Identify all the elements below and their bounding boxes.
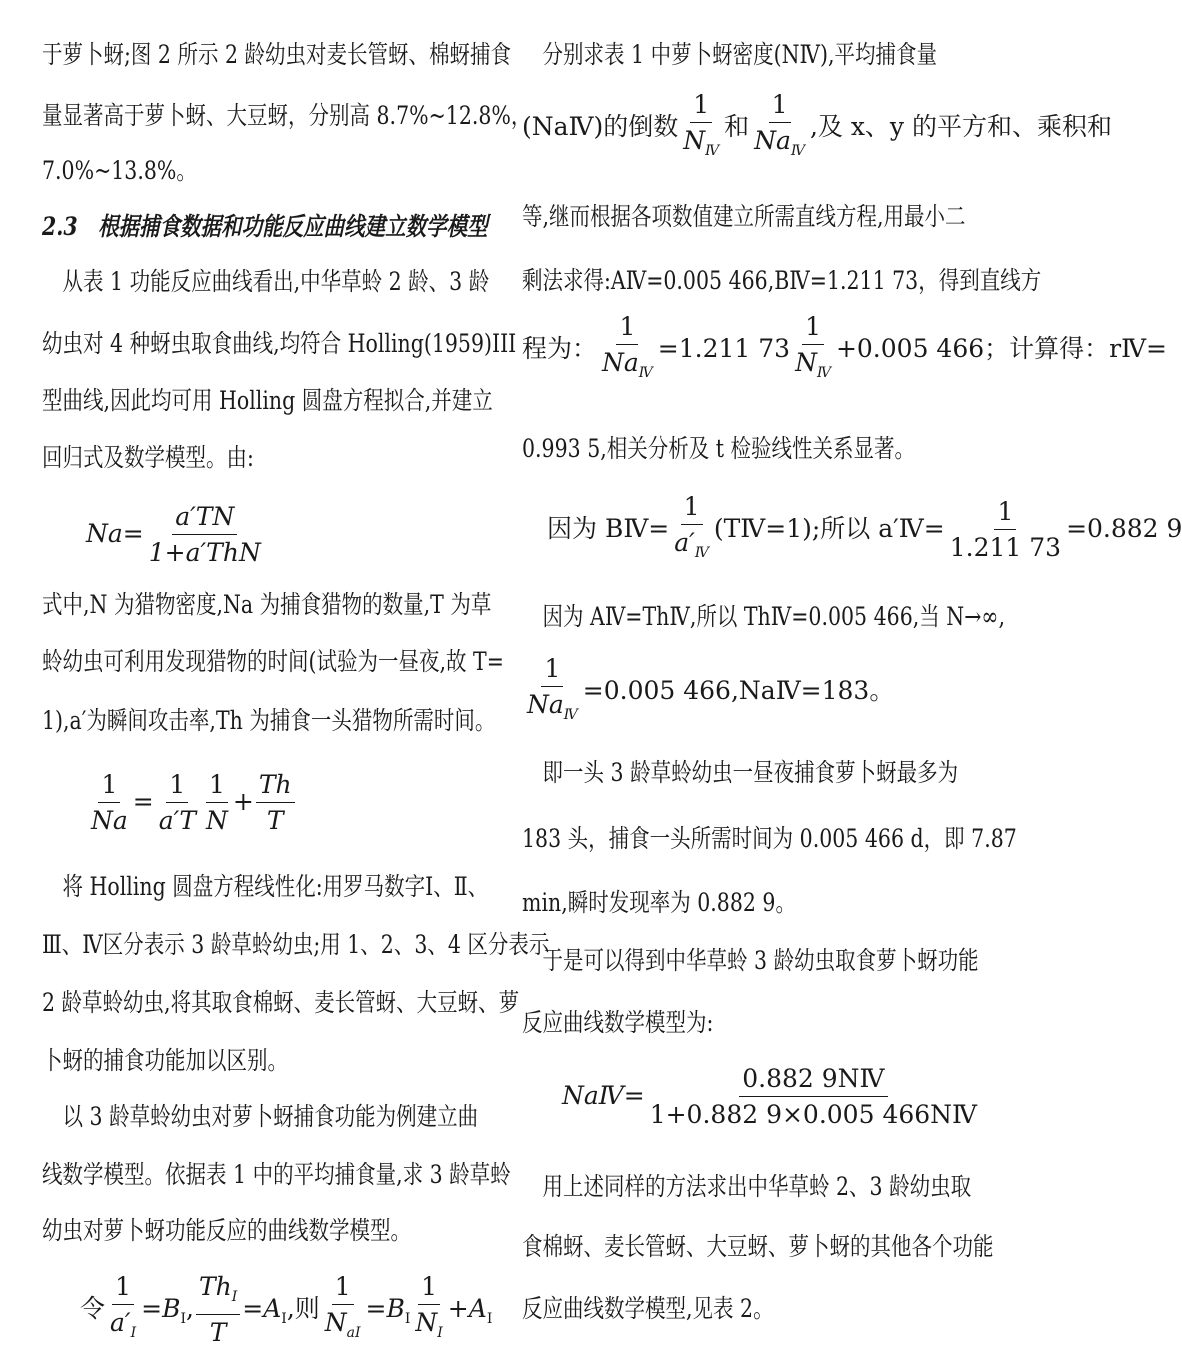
section-heading: 2.3 根据捕食数据和功能反应曲线建立数学模型 <box>42 212 488 241</box>
text-line: 幼虫对萝卜蚜功能反应的曲线数学模型。 <box>42 1216 412 1245</box>
text-line: 将 Holling 圆盘方程线性化:用罗马数字Ⅰ、Ⅱ、 <box>42 872 489 901</box>
text-line: 即一头 3 龄草蛉幼虫一昼夜捕食萝卜蚜最多为 <box>522 758 959 787</box>
text-line: 以 3 龄草蛉幼虫对萝卜蚜捕食功能为例建立曲 <box>42 1102 479 1131</box>
text-line-with-fractions: 因为 BⅣ= $\frac{1}{a'_Ⅳ}$ (TⅣ=1);所以 a′Ⅳ= $\frac{1}{1.211 73}$ =0.882 9 <box>522 492 1182 562</box>
equation-model: NaⅣ= $\frac{\text{0.882 9NⅣ}}{\text{1+0.882 9×0.005 466NⅣ}}$ <box>562 1064 978 1129</box>
text-line: 反应曲线数学模型为: <box>522 1008 714 1037</box>
text-line-with-fractions: (NaⅣ)的倒数 $\frac{1}{N_Ⅳ}$ 和 $\frac{1}{Na_Ⅳ}$ ,及 x、y 的平方和、乘积和 <box>522 90 1113 159</box>
text-line: 0.993 5,相关分析及 t 检验线性关系显著。 <box>522 434 916 463</box>
text-line: 用上述同样的方法求出中华草蛉 2、3 龄幼虫取 <box>522 1172 972 1201</box>
text-line-with-fractions: $\frac{1}{Na_Ⅳ}$ =0.005 466,NaⅣ=183。 <box>527 654 895 723</box>
text-line: 7.0%~13.8%。 <box>42 156 197 185</box>
text-line: 卜蚜的捕食功能加以区别。 <box>42 1046 289 1075</box>
text-line: 从表 1 功能反应曲线看出,中华草蛉 2 龄、3 龄 <box>42 267 490 296</box>
equation-linearized: $\frac{1}{Na}$ = $\frac{1}{a'T}$ $\frac{1}{N}$ + $\frac{Th}{T}$ <box>86 768 297 839</box>
equation-substitution: 令 $\frac{1}{a'_I}$ $=B_I$, $\frac{Th_I}{T}$ $=A_I$,则 $\frac{1}{N_{aI}}$ $=B_I$ $\frac{1}{N_I}$ $+A_I$ <box>80 1272 493 1347</box>
text-line: 幼虫对 4 种蚜虫取食曲线,均符合 Holling(1959)III <box>42 329 517 358</box>
text-line: 剩法求得:AⅣ=0.005 466,BⅣ=1.211 73，得到直线方 <box>522 266 1042 295</box>
text-line: 型曲线,因此均可用 Holling 圆盘方程拟合,并建立 <box>42 386 493 415</box>
text-line: 1),a′为瞬间攻击率,Th 为捕食一头猎物所需时间。 <box>42 706 496 735</box>
text-line: 量显著高于萝卜蚜、大豆蚜，分别高 8.7%~12.8%， <box>42 101 532 130</box>
text-line: 于萝卜蚜;图 2 所示 2 龄幼虫对麦长管蚜、棉蚜捕食 <box>42 40 512 69</box>
text-line: Ⅲ、Ⅳ区分表示 3 龄草蛉幼虫;用 1、2、3、4 区分表示 <box>42 930 550 959</box>
text-line: 式中,N 为猎物密度,Na 为捕食猎物的数量,T 为草 <box>42 590 492 619</box>
text-line: min,瞬时发现率为 0.882 9。 <box>522 888 796 917</box>
text-line: 蛉幼虫可利用发现猎物的时间(试验为一昼夜,故 T= <box>42 647 504 676</box>
text-line: 2 龄草蛉幼虫,将其取食棉蚜、麦长管蚜、大豆蚜、萝 <box>42 988 520 1017</box>
text-line: 线数学模型。依据表 1 中的平均捕食量,求 3 龄草蛉 <box>42 1160 511 1189</box>
text-line: 回归式及数学模型。由: <box>42 443 254 472</box>
text-line: 分别求表 1 中萝卜蚜密度(NⅣ),平均捕食量 <box>522 40 938 69</box>
text-line: 183 头，捕食一头所需时间为 0.005 466 d，即 7.87 <box>522 824 1017 853</box>
text-line: 食棉蚜、麦长管蚜、大豆蚜、萝卜蚜的其他各个功能 <box>522 1232 994 1261</box>
text-line: 因为 AⅣ=ThⅣ,所以 ThⅣ=0.005 466,当 N→∞, <box>522 602 1005 631</box>
text-line: 反应曲线数学模型,见表 2。 <box>522 1294 774 1323</box>
text-line: 于是可以得到中华草蛉 3 龄幼虫取食萝卜蚜功能 <box>522 946 979 975</box>
text-line-with-fractions: 程为： $\frac{1}{Na_Ⅳ}$ =1.211 73 $\frac{1}{N_Ⅳ}$ +0.005 466；计算得：rⅣ= <box>522 312 1168 381</box>
text-line: 等,继而根据各项数值建立所需直线方程,用最小二 <box>522 202 966 231</box>
equation-holling: Na= $\frac{a'TN}{\text{1+a′ThN}}$ <box>86 502 261 567</box>
